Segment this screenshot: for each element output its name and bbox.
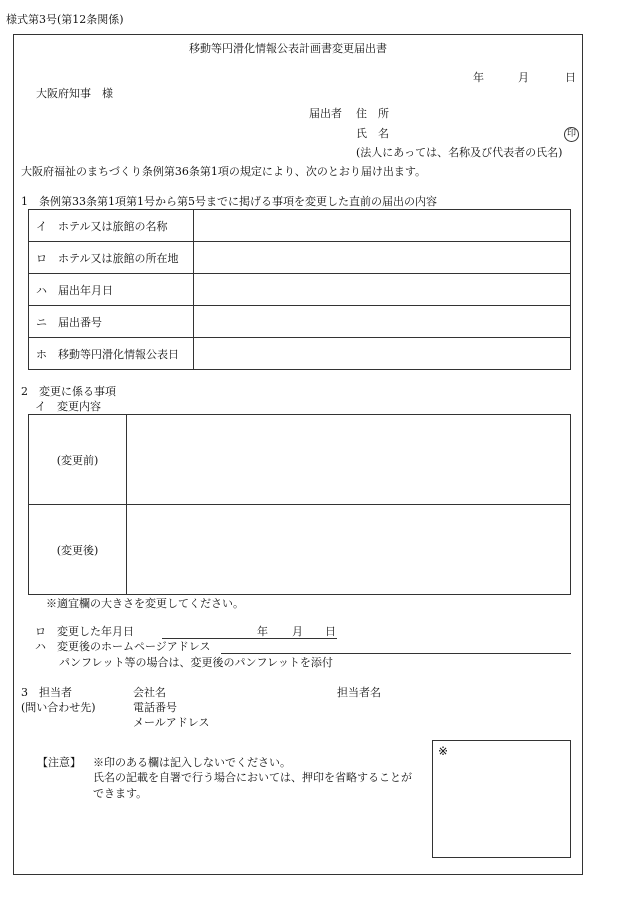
name-label: 氏 名 (356, 127, 389, 140)
notice-line-1: ※印のある欄は記入しないでください。 (93, 756, 291, 769)
email-label: メールアドレス (133, 716, 210, 729)
change-content-table (28, 414, 571, 595)
change-date-year: 年 (257, 625, 268, 638)
after-value[interactable] (127, 505, 571, 595)
section1-heading: 1 条例第33条第1項第1号から第5号までに掲げる事項を変更した直前の届出の内容 (21, 195, 437, 208)
date-year: 年 (473, 71, 484, 84)
notice-line-2: 氏名の記載を自署で行う場合においては、押印を省略することが (93, 771, 412, 784)
person-label: 担当者名 (337, 686, 381, 699)
notice-label: 【注意】 (37, 756, 81, 769)
row-label: ホ 移動等円滑化情報公表日 (29, 338, 194, 370)
addressee: 大阪府知事 様 (36, 87, 113, 100)
size-note: ※適宜欄の大きさを変更してください。 (46, 597, 244, 610)
row-label: ロ ホテル又は旅館の所在地 (29, 242, 194, 274)
date-month: 月 (518, 71, 529, 84)
row-value[interactable] (194, 338, 571, 370)
corp-note: (法人にあっては、名称及び代表者の氏名) (356, 146, 563, 159)
pamphlet-note: パンフレット等の場合は、変更後のパンフレットを添付 (59, 656, 333, 669)
change-date-day: 日 (325, 625, 336, 638)
phone-label: 電話番号 (133, 701, 177, 714)
seal-mark: 印 (564, 127, 579, 142)
change-date-line[interactable] (162, 638, 337, 639)
section2-heading: 2 変更に係る事項 (21, 385, 116, 398)
before-value[interactable] (127, 415, 571, 505)
change-date-label: ロ 変更した年月日 (35, 625, 134, 638)
row-label: イ ホテル又は旅館の名称 (29, 210, 194, 242)
form-title: 移動等円滑化情報公表計画書変更届出書 (189, 42, 387, 55)
row-value[interactable] (194, 210, 571, 242)
change-content-label: イ 変更内容 (35, 400, 101, 413)
homepage-line[interactable] (221, 653, 571, 654)
homepage-label: ハ 変更後のホームページアドレス (35, 640, 211, 653)
table-row (29, 505, 571, 595)
before-label: (変更前) (29, 415, 127, 505)
applicant-label: 届出者 (309, 107, 342, 120)
table-row (29, 415, 571, 505)
row-label: ニ 届出番号 (29, 306, 194, 338)
table-row (29, 210, 571, 242)
company-label: 会社名 (133, 686, 166, 699)
date-day: 日 (565, 71, 576, 84)
office-use-mark: ※ (438, 744, 449, 758)
intro-text: 大阪府福祉のまちづくり条例第36条第1項の規定により、次のとおり届け出ます。 (21, 165, 427, 178)
table-row (29, 242, 571, 274)
prior-notification-table (28, 209, 571, 370)
address-label: 住 所 (356, 107, 389, 120)
row-value[interactable] (194, 242, 571, 274)
table-row (29, 306, 571, 338)
table-row (29, 338, 571, 370)
notice-line-3: できます。 (93, 787, 148, 800)
row-label: ハ 届出年月日 (29, 274, 194, 306)
section3-heading: 3 担当者 (21, 686, 72, 699)
row-value[interactable] (194, 306, 571, 338)
office-use-box (432, 740, 571, 858)
inquiry-label: (問い合わせ先) (21, 701, 96, 714)
row-value[interactable] (194, 274, 571, 306)
form-number: 様式第3号(第12条関係) (6, 13, 124, 26)
after-label: (変更後) (29, 505, 127, 595)
table-row (29, 274, 571, 306)
change-date-month: 月 (292, 625, 303, 638)
